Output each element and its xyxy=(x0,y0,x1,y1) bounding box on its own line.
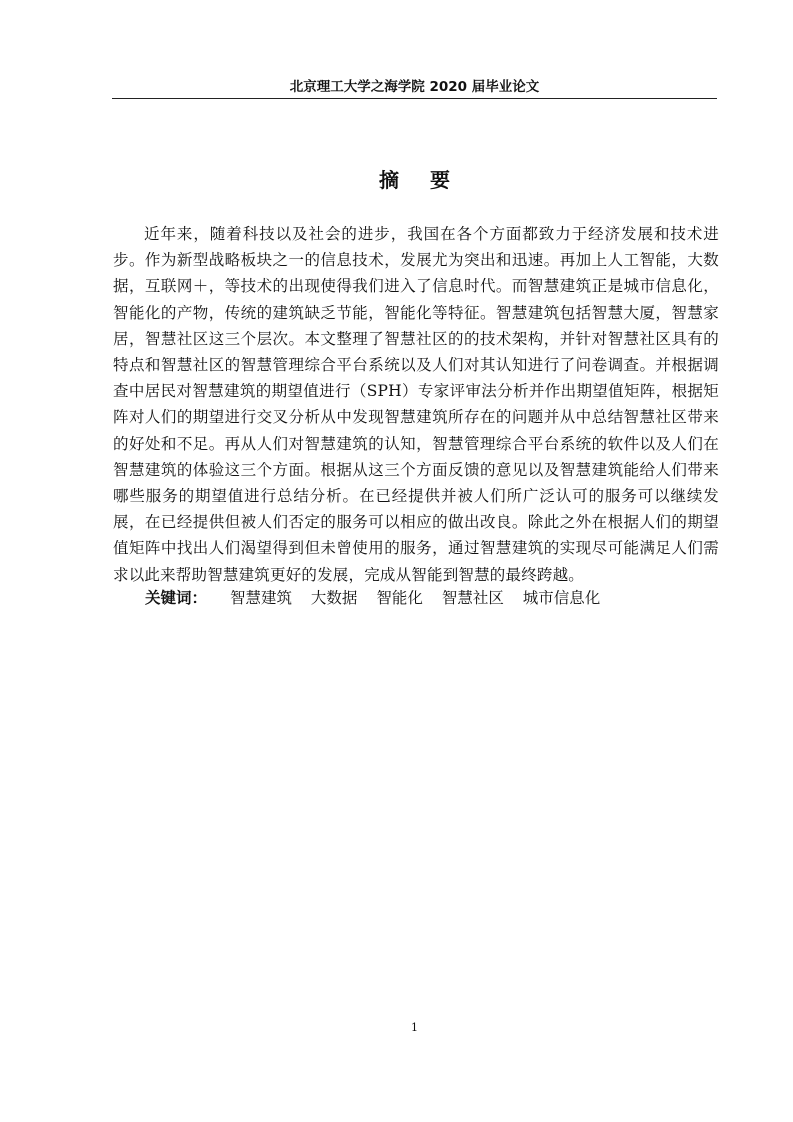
keyword: 智能化 xyxy=(376,589,423,607)
header-rule xyxy=(112,98,717,99)
keyword: 智慧社区 xyxy=(441,589,504,607)
keywords-line xyxy=(145,585,614,611)
keywords-label: 关键词： xyxy=(145,589,208,607)
keyword: 城市信息化 xyxy=(522,589,601,607)
page-number: 1 xyxy=(411,1021,418,1034)
keyword: 智慧建筑 xyxy=(229,589,292,607)
abstract-body: 近年来，随着科技以及社会的进步，我国在各个方面都致力于经济发展和技术进步。作为新型战略板块之一的信息技术，发展尤为突出和迅速。再加上人工智能，大数据，互联网＋，等技术的出现使得我们进入了信息时代。而智慧建筑正是城市信息化，智能化的产物，传统的建筑缺乏节能，智能化等特征。智慧建筑包括智慧大厦，智慧家居，智慧社区这三个层次。本文整理了智慧社区的的技术架构，并针对智慧社区具有的特点和智慧社区的智慧管理综合平台系统以及人们对其认知进行了问卷调查。并根据调查中居民对智慧建筑的期望值进行（SPH）专家评审法分析并作出期望值矩阵，根据矩阵对人们的期望进行交叉分析从中发现智慧建筑所存在的问题并从中总结智慧社区带来的好处和不足。再从人们对智慧建筑的认知，智慧管理综合平台系统的软件以及人们在智慧建筑的体验这三个方面。根据从这三个方面反馈的意见以及智慧建筑能给人们带来哪些服务的期望值进行总结分析。在已经提供并被人们所广泛认可的服务可以继续发展，在已经提供但被人们否定的服务可以相应的做出改良。除此之外在根据人们的期望值矩阵中找出人们渴望得到但未曾使用的服务，通过智慧建筑的实现尽可能满足人们需求以此来帮助智慧建筑更好的发展，完成从智能到智慧的最终跨越。 xyxy=(113,225,719,584)
running-header: 北京理工大学之海学院 2020 届毕业论文 xyxy=(289,79,540,95)
abstract-title: 摘 要 xyxy=(379,168,462,192)
keyword: 大数据 xyxy=(310,589,358,607)
